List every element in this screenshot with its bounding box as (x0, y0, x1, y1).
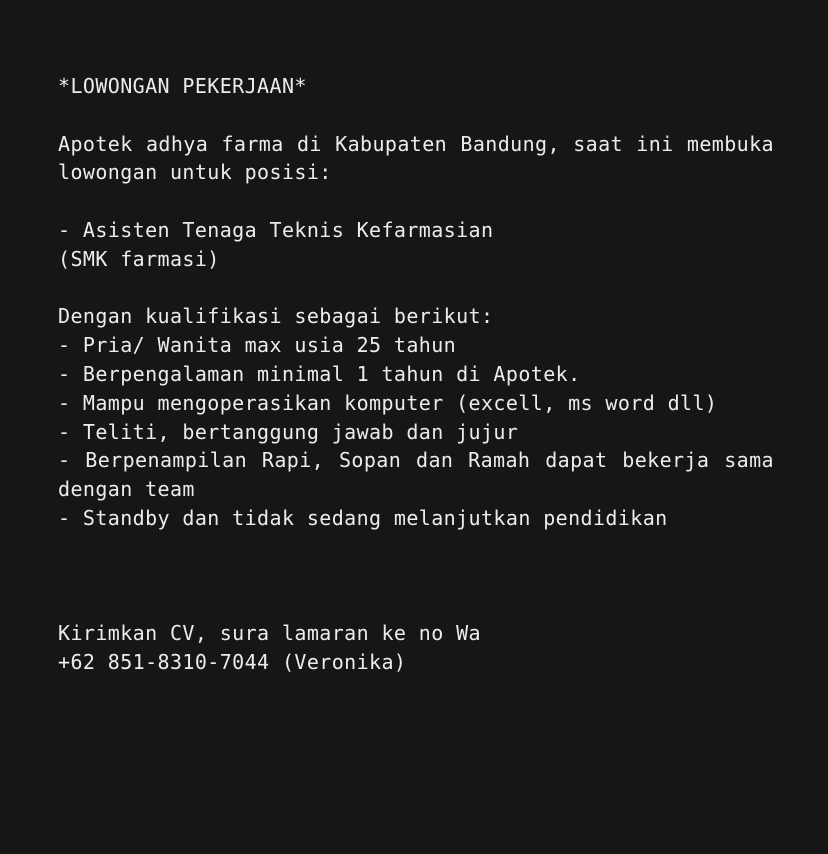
qualification-item: - Pria/ Wanita max usia 25 tahun (58, 333, 457, 358)
contact-instruction: Kirimkan CV, sura lamaran ke no Wa (58, 620, 481, 645)
contact-phone: +62 851-8310-7044 (Veronika) (58, 649, 407, 674)
spacer (58, 533, 774, 619)
spacer (58, 274, 774, 303)
job-posting (58, 72, 774, 676)
qualification-item: - Teliti, bertanggung jawab dan jujur (58, 419, 519, 444)
intro-paragraph: Apotek adhya farma di Kabupaten Bandung, saat ini membuka lowongan untuk posisi: (58, 131, 774, 185)
position-line: - Asisten Tenaga Teknis Kefarmasian (58, 217, 494, 242)
qualification-item: - Berpenampilan Rapi, Sopan dan Ramah dapat bekerja sama dengan team (58, 448, 774, 502)
spacer (58, 101, 774, 130)
position-requirement: (SMK farmasi) (58, 246, 220, 271)
qualification-item: - Mampu mengoperasikan komputer (excell, ms word dll) (58, 390, 718, 415)
qualification-item: - Standby dan tidak sedang melanjutkan pendidikan (58, 505, 668, 530)
spacer (58, 187, 774, 216)
posting-title: *LOWONGAN PEKERJAAN* (58, 74, 307, 98)
qualifications-heading: Dengan kualifikasi sebagai berikut: (58, 304, 494, 329)
qualification-item: - Berpengalaman minimal 1 tahun di Apotek. (58, 361, 581, 386)
